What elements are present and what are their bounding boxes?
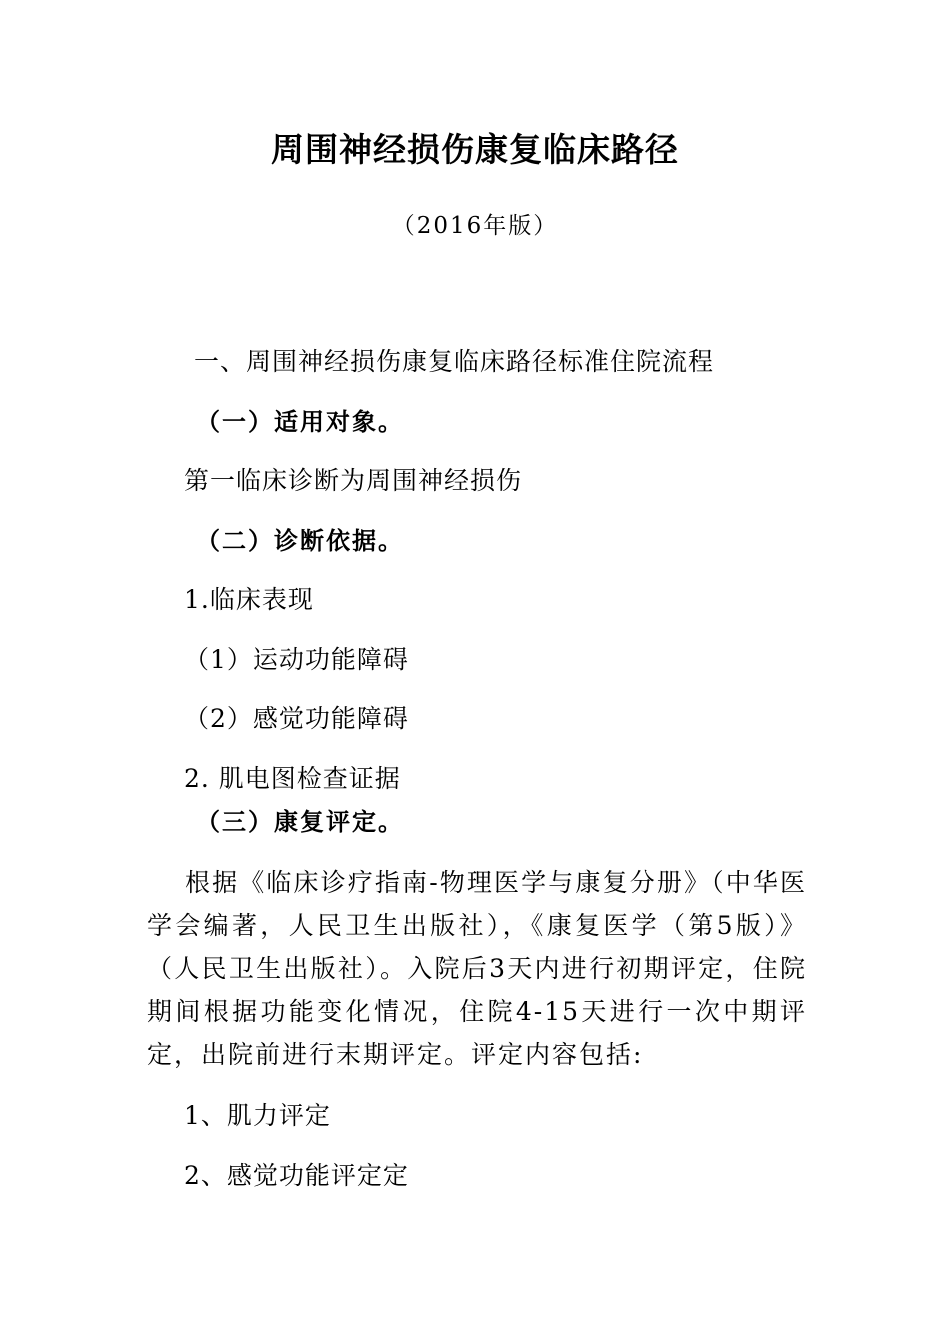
list-item: （2）感觉功能障碍 xyxy=(184,704,409,733)
subsection-text-1: 第一临床诊断为周围神经损伤 xyxy=(184,466,523,495)
section-heading-1: 一、周围神经损伤康复临床路径标准住院流程 xyxy=(194,347,715,376)
subsection-heading-3: （三）康复评定。 xyxy=(196,808,404,836)
subsection-heading-1: （一）适用对象。 xyxy=(196,408,404,436)
subsection-heading-2: （二）诊断依据。 xyxy=(196,527,404,555)
body-paragraph: 根据《临床诊疗指南-物理医学与康复分册》（中华医学会编著，人民卫生出版社），《康复医学（第5版）》（人民卫生出版社）。入院后3天内进行初期评定，住院期间根据功能变化情况，住院4-15天进行一次中期评定，出院前进行末期评定。评定内容包括: xyxy=(147,868,807,1069)
document-edition: （2016年版） xyxy=(391,213,559,239)
document-title: 周围神经损伤康复临床路径 xyxy=(271,130,679,169)
list-item: 1、肌力评定 xyxy=(184,1101,331,1130)
list-item: 1.临床表现 xyxy=(184,585,314,614)
list-item: 2、感觉功能评定定 xyxy=(184,1161,409,1190)
list-item: （1）运动功能障碍 xyxy=(184,645,409,674)
list-item: 2. 肌电图检查证据 xyxy=(184,764,401,793)
